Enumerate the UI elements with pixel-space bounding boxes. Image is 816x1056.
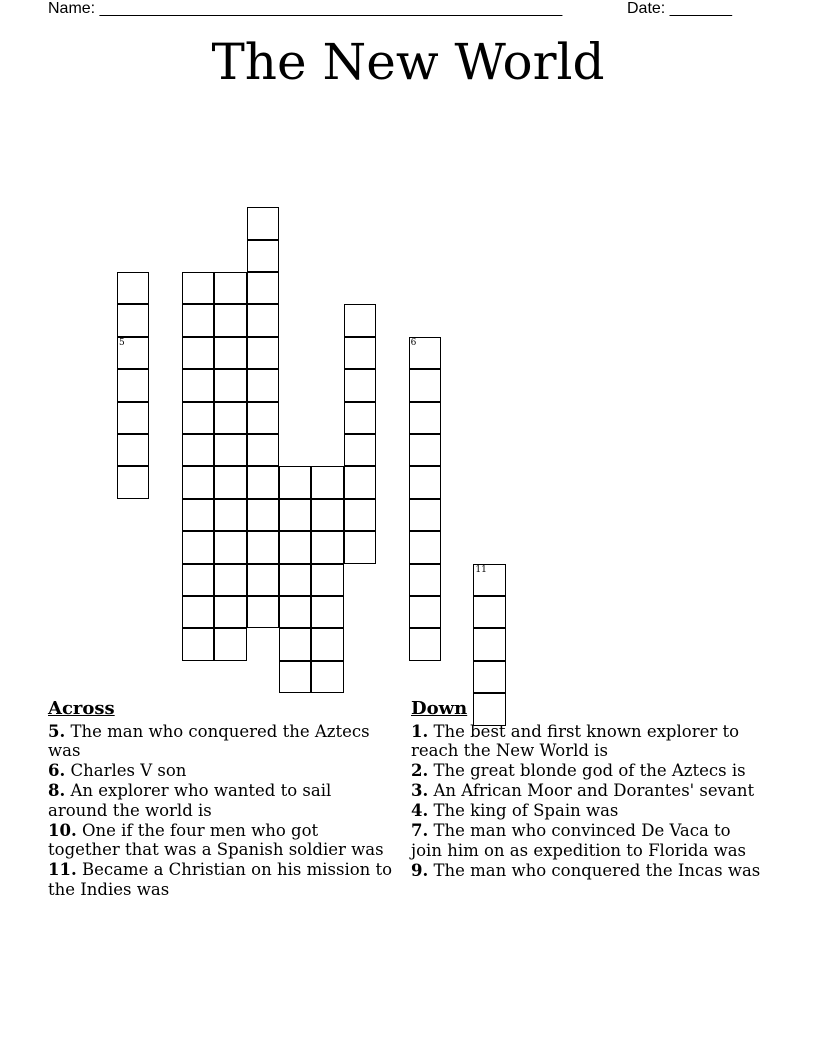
grid-cell[interactable]	[182, 337, 214, 369]
grid-cell[interactable]	[182, 434, 214, 466]
clue-item-number: 10.	[48, 820, 77, 840]
clue-item-number: 7.	[411, 821, 429, 840]
grid-cell[interactable]	[409, 531, 441, 563]
grid-cell[interactable]	[344, 369, 376, 401]
grid-cell[interactable]	[473, 596, 505, 628]
grid-cell[interactable]	[247, 337, 279, 369]
grid-cell[interactable]	[311, 466, 343, 498]
grid-cell[interactable]	[344, 434, 376, 466]
grid-cell[interactable]	[117, 466, 149, 498]
grid-cell[interactable]	[214, 466, 246, 498]
grid-cell[interactable]	[409, 434, 441, 466]
grid-cell[interactable]	[311, 564, 343, 596]
across-heading: Across	[48, 698, 115, 719]
clue-number: 5	[119, 337, 125, 348]
grid-cell[interactable]	[214, 531, 246, 563]
grid-cell[interactable]	[344, 531, 376, 563]
clue-item	[48, 761, 393, 781]
grid-cell[interactable]	[117, 369, 149, 401]
grid-cell[interactable]	[247, 466, 279, 498]
clue-item-text: The man who convinced De Vaca to join him on as expedition to Florida was	[411, 821, 747, 860]
grid-cell[interactable]	[214, 369, 246, 401]
grid-cell[interactable]	[117, 272, 149, 304]
clue-item-text: The great blonde god of the Aztecs is	[428, 761, 746, 780]
across-clue-list	[48, 722, 393, 900]
clue-item	[48, 821, 393, 860]
down-clues	[411, 699, 766, 881]
clue-item	[411, 861, 766, 881]
page-title: The New World	[211, 33, 605, 91]
clue-item-number: 3.	[411, 781, 429, 800]
grid-cell[interactable]	[247, 596, 279, 628]
grid-cell[interactable]	[279, 596, 311, 628]
grid-cell[interactable]	[409, 564, 441, 596]
grid-cell[interactable]	[473, 661, 505, 693]
grid-cell[interactable]	[247, 240, 279, 272]
clue-item	[48, 860, 393, 899]
clue-item	[411, 781, 766, 801]
clue-item-number: 11.	[48, 860, 77, 879]
grid-cell[interactable]	[311, 596, 343, 628]
grid-cell[interactable]	[409, 369, 441, 401]
grid-cell[interactable]	[214, 564, 246, 596]
clue-item-number: 4.	[411, 801, 429, 820]
clue-item	[48, 781, 393, 820]
grid-cell[interactable]	[279, 628, 311, 660]
grid-cell[interactable]	[279, 564, 311, 596]
grid-cell[interactable]	[409, 466, 441, 498]
grid-cell[interactable]	[214, 272, 246, 304]
grid-cell[interactable]	[247, 207, 279, 239]
name-field-label: Name: ____________________________________________________	[48, 0, 563, 17]
grid-cell[interactable]	[247, 499, 279, 531]
grid-cell[interactable]	[409, 499, 441, 531]
across-clues	[48, 699, 393, 900]
grid-cell[interactable]	[117, 434, 149, 466]
clue-item	[411, 761, 766, 781]
grid-cell[interactable]	[214, 434, 246, 466]
clue-item-number: 2.	[411, 761, 429, 780]
grid-cell[interactable]	[473, 564, 505, 596]
grid-cell[interactable]	[182, 628, 214, 660]
grid-cell[interactable]	[473, 628, 505, 660]
grid-cell[interactable]	[214, 628, 246, 660]
grid-cell[interactable]	[409, 337, 441, 369]
clue-number: 6	[410, 337, 417, 348]
clue-item-text: The man who conquered the Aztecs was	[48, 721, 370, 760]
grid-cell[interactable]	[344, 304, 376, 336]
grid-cell[interactable]	[344, 337, 376, 369]
grid-cell[interactable]	[182, 466, 214, 498]
grid-cell[interactable]	[279, 466, 311, 498]
grid-cell[interactable]	[247, 531, 279, 563]
clue-number: 11	[475, 564, 487, 575]
grid-cell[interactable]	[247, 369, 279, 401]
clue-item-text: The man who conquered the Incas was	[428, 860, 761, 880]
grid-cell[interactable]	[344, 402, 376, 434]
grid-cell[interactable]	[117, 337, 149, 369]
clue-item-number: 9.	[411, 860, 429, 880]
grid-cell[interactable]	[279, 661, 311, 693]
grid-cell[interactable]	[247, 272, 279, 304]
grid-cell[interactable]	[311, 628, 343, 660]
clue-item-text: One if the four men who got together that was a Spanish soldier was	[48, 820, 384, 859]
grid-cell[interactable]	[182, 596, 214, 628]
grid-cell[interactable]	[344, 466, 376, 498]
grid-cell[interactable]	[182, 272, 214, 304]
clue-item-number: 1.	[411, 721, 429, 741]
grid-cell[interactable]	[247, 402, 279, 434]
grid-cell[interactable]	[117, 402, 149, 434]
clue-item-number: 5.	[48, 721, 66, 741]
grid-cell[interactable]	[182, 369, 214, 401]
clue-item-number: 8.	[48, 781, 66, 800]
clue-item	[48, 722, 393, 761]
grid-cell[interactable]	[117, 304, 149, 336]
grid-cell[interactable]	[182, 499, 214, 531]
grid-cell[interactable]	[311, 661, 343, 693]
clue-item	[411, 801, 766, 821]
clue-item-text: An explorer who wanted to sail around the world is	[48, 781, 332, 820]
grid-cell[interactable]	[247, 434, 279, 466]
grid-cell[interactable]	[247, 564, 279, 596]
grid-cell[interactable]	[279, 499, 311, 531]
grid-cell[interactable]	[344, 499, 376, 531]
grid-cell[interactable]	[214, 402, 246, 434]
grid-cell[interactable]	[182, 531, 214, 563]
clue-item	[411, 722, 766, 761]
date-field-label: Date: _______	[627, 0, 732, 17]
clue-item-text: Charles V son	[65, 761, 187, 780]
grid-cell[interactable]	[247, 304, 279, 336]
grid-cell[interactable]	[311, 531, 343, 563]
clue-item-text: An African Moor and Dorantes' sevant	[428, 781, 755, 800]
grid-cell[interactable]	[214, 337, 246, 369]
grid-cell[interactable]	[311, 499, 343, 531]
clue-item-number: 6.	[48, 761, 66, 780]
grid-cell[interactable]	[182, 402, 214, 434]
down-heading: Down	[411, 698, 468, 719]
grid-cell[interactable]	[409, 596, 441, 628]
grid-cell[interactable]	[182, 304, 214, 336]
clue-item-text: The best and first known explorer to reach the New World is	[411, 721, 740, 760]
clue-item-text: The king of Spain was	[428, 801, 619, 820]
clue-item-text: Became a Christian on his mission to the Indies was	[48, 860, 393, 899]
clue-item	[411, 821, 766, 860]
grid-cell[interactable]	[214, 596, 246, 628]
grid-cell[interactable]	[279, 531, 311, 563]
grid-cell[interactable]	[214, 499, 246, 531]
down-clue-list	[411, 722, 766, 881]
grid-cell[interactable]	[409, 402, 441, 434]
grid-cell[interactable]	[214, 304, 246, 336]
grid-cell[interactable]	[409, 628, 441, 660]
grid-cell[interactable]	[182, 564, 214, 596]
